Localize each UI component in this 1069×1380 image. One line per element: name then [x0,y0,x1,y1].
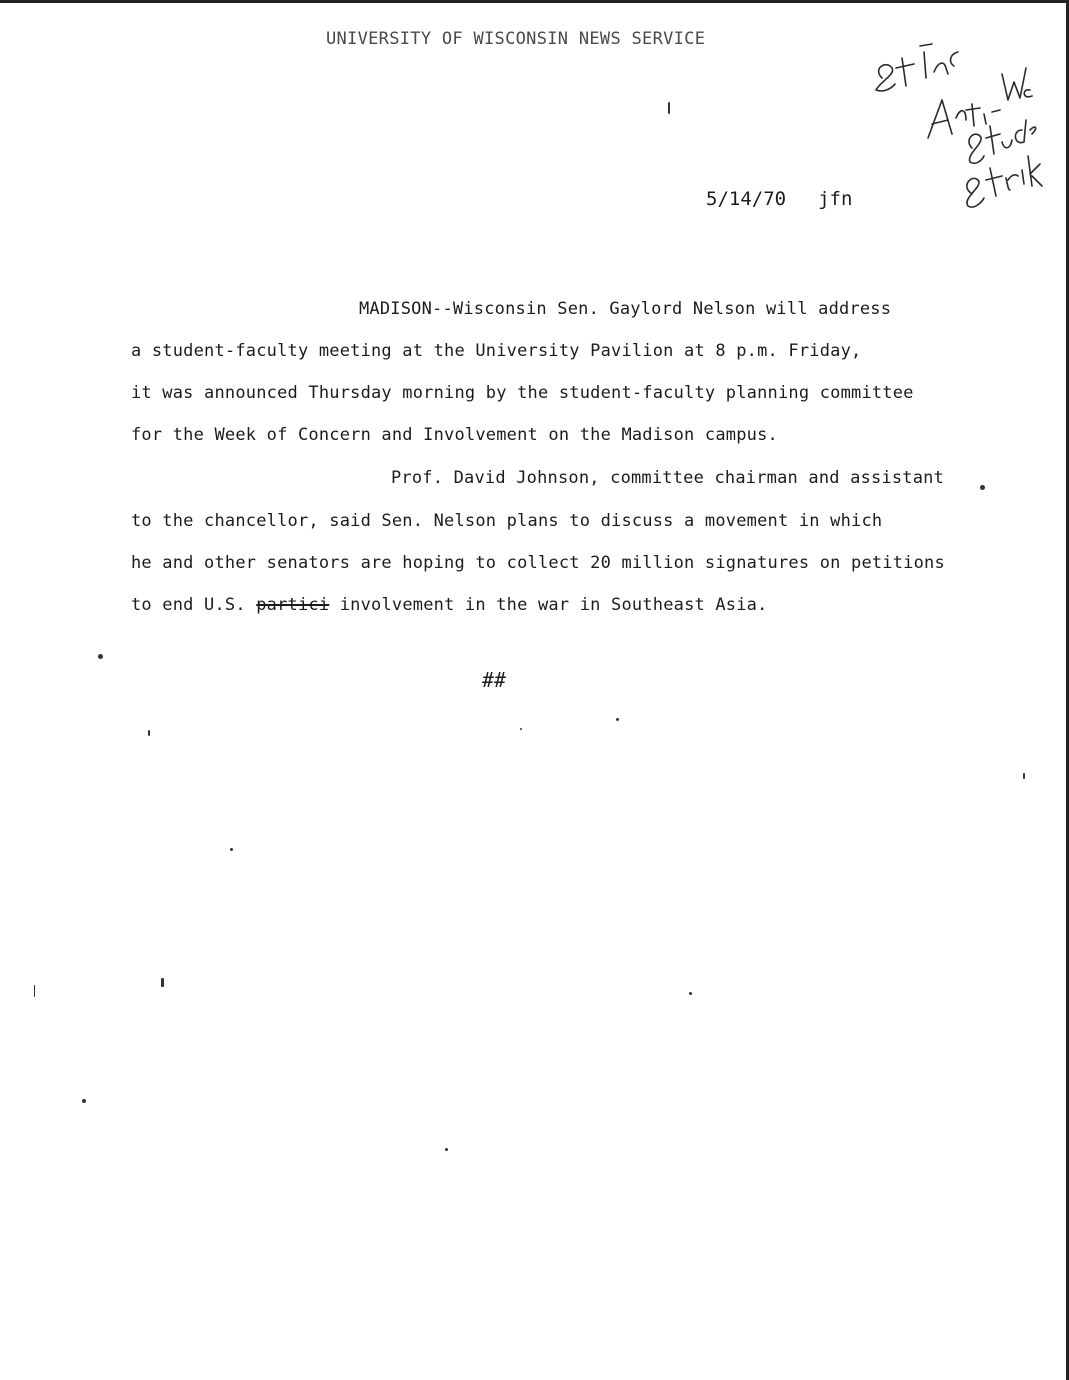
scan-speck [34,985,35,997]
page-border-top [0,0,1069,3]
date-line [706,188,852,210]
letterhead: UNIVERSITY OF WISCONSIN NEWS SERVICE [326,29,706,49]
scan-speck [616,718,619,721]
scan-speck [98,654,103,659]
scan-speck [148,730,150,736]
scan-speck [520,728,522,730]
release-date: 5/14/70 [706,188,787,210]
scan-speck [668,102,670,114]
scan-speck [1023,773,1025,779]
paragraph2-line3: he and other senators are hoping to collect 20 million signatures on petitions [131,553,945,573]
paragraph1-line2: a student-faculty meeting at the University Pavilion at 8 p.m. Friday, [131,341,862,361]
scan-speck [161,978,164,987]
paragraph1-line3: it was announced Thursday morning by the student-faculty planning committee [131,383,914,403]
scan-speck [689,992,692,995]
paragraph2-line4 [131,595,768,615]
end-mark: ## [482,668,507,692]
scan-speck [980,485,985,490]
handwritten-note-drawing [862,38,1042,208]
scan-speck [445,1148,448,1151]
paragraph2-line1: Prof. David Johnson, committee chairman and assistant [391,468,945,488]
handwritten-note [862,38,1042,208]
paragraph2-line2: to the chancellor, said Sen. Nelson plans to discuss a movement in which [131,511,883,531]
paragraph1-line4: for the Week of Concern and Involvement on the Madison campus. [131,425,778,445]
paragraph2-line4-end: involvement in the war in Southeast Asia. [339,595,768,615]
struck-out-word: partici [256,595,330,615]
paragraph2-line4-start: to end U.S. [131,595,246,615]
scan-speck [230,848,233,851]
scan-speck [82,1099,86,1103]
paragraph1-line1: MADISON--Wisconsin Sen. Gaylord Nelson will address [359,299,892,319]
author-initials: jfn [818,188,853,210]
